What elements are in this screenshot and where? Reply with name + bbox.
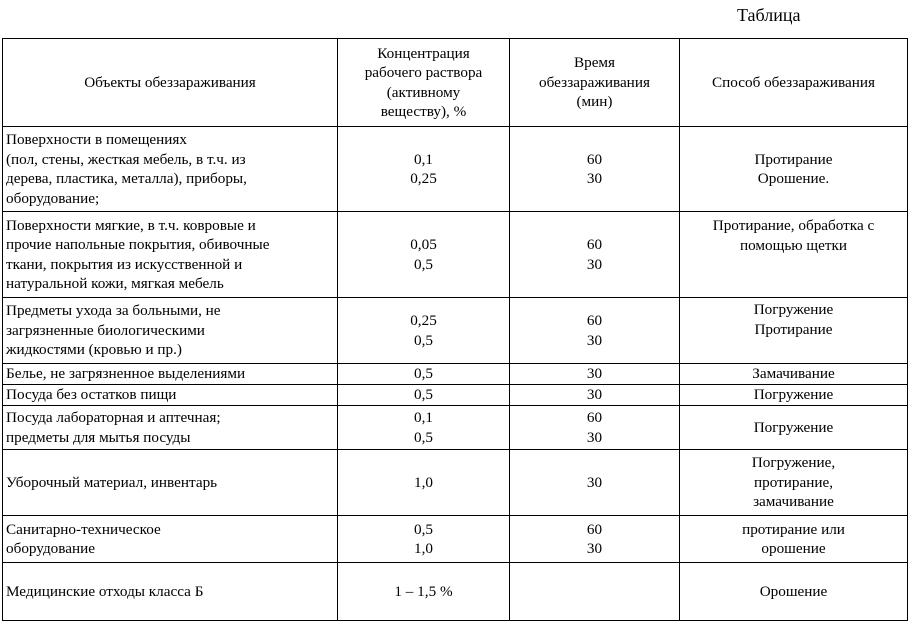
method-cell: Замачивание [680, 364, 908, 385]
header-objects: Объекты обеззараживания [3, 39, 338, 127]
header-concentration: Концентрация рабочего раствора (активному веществу), % [338, 39, 510, 127]
concentration-cell: 0,25 0,5 [338, 298, 510, 364]
table-row [3, 563, 908, 621]
time-cell: 60 30 [510, 516, 680, 563]
concentration-cell: 0,5 [338, 364, 510, 385]
table-row [3, 406, 908, 450]
concentration-cell: 0,5 1,0 [338, 516, 510, 563]
table-row [3, 450, 908, 516]
table-row [3, 385, 908, 406]
method-cell: Погружение [680, 406, 908, 450]
table-row [3, 298, 908, 364]
time-cell: 30 [510, 450, 680, 516]
object-cell: Санитарно-техническое оборудование [3, 516, 338, 563]
table-row [3, 516, 908, 563]
time-cell: 60 30 [510, 212, 680, 298]
method-cell: Орошение [680, 563, 908, 621]
object-cell: Уборочный материал, инвентарь [3, 450, 338, 516]
object-cell: Предметы ухода за больными, не загрязненные биологическими жидкостями (кровью и пр.) [3, 298, 338, 364]
header-row [3, 39, 908, 127]
object-cell: Белье, не загрязненное выделениями [3, 364, 338, 385]
table-row [3, 212, 908, 298]
time-cell: 30 [510, 364, 680, 385]
method-cell: Погружение [680, 385, 908, 406]
object-cell: Посуда лабораторная и аптечная; предметы для мытья посуды [3, 406, 338, 450]
method-cell: Погружение, протирание, замачивание [680, 450, 908, 516]
table-row [3, 127, 908, 212]
method-cell: Протирание Орошение. [680, 127, 908, 212]
time-cell: 60 30 [510, 406, 680, 450]
concentration-cell: 0,1 0,5 [338, 406, 510, 450]
time-cell: 60 30 [510, 127, 680, 212]
method-cell: Погружение Протирание [680, 298, 908, 364]
concentration-cell: 0,5 [338, 385, 510, 406]
table-caption: Таблица [737, 5, 801, 25]
object-cell: Поверхности мягкие, в т.ч. ковровые и прочие напольные покрытия, обивочные ткани, покрытия из искусственной и натуральной кожи, мягкая мебель [3, 212, 338, 298]
concentration-cell: 1,0 [338, 450, 510, 516]
concentration-cell: 0,1 0,25 [338, 127, 510, 212]
method-cell: протирание или орошение [680, 516, 908, 563]
header-method: Способ обеззараживания [680, 39, 908, 127]
header-time: Время обеззараживания (мин) [510, 39, 680, 127]
time-cell [510, 563, 680, 621]
method-cell: Протирание, обработка с помощью щетки [680, 212, 908, 298]
table-row [3, 364, 908, 385]
object-cell: Посуда без остатков пищи [3, 385, 338, 406]
concentration-cell: 1 – 1,5 % [338, 563, 510, 621]
time-cell: 60 30 [510, 298, 680, 364]
object-cell: Поверхности в помещениях (пол, стены, жесткая мебель, в т.ч. из дерева, пластика, металла), приборы, оборудование; [3, 127, 338, 212]
object-cell: Медицинские отходы класса Б [3, 563, 338, 621]
disinfection-table [2, 38, 908, 621]
time-cell: 30 [510, 385, 680, 406]
concentration-cell: 0,05 0,5 [338, 212, 510, 298]
